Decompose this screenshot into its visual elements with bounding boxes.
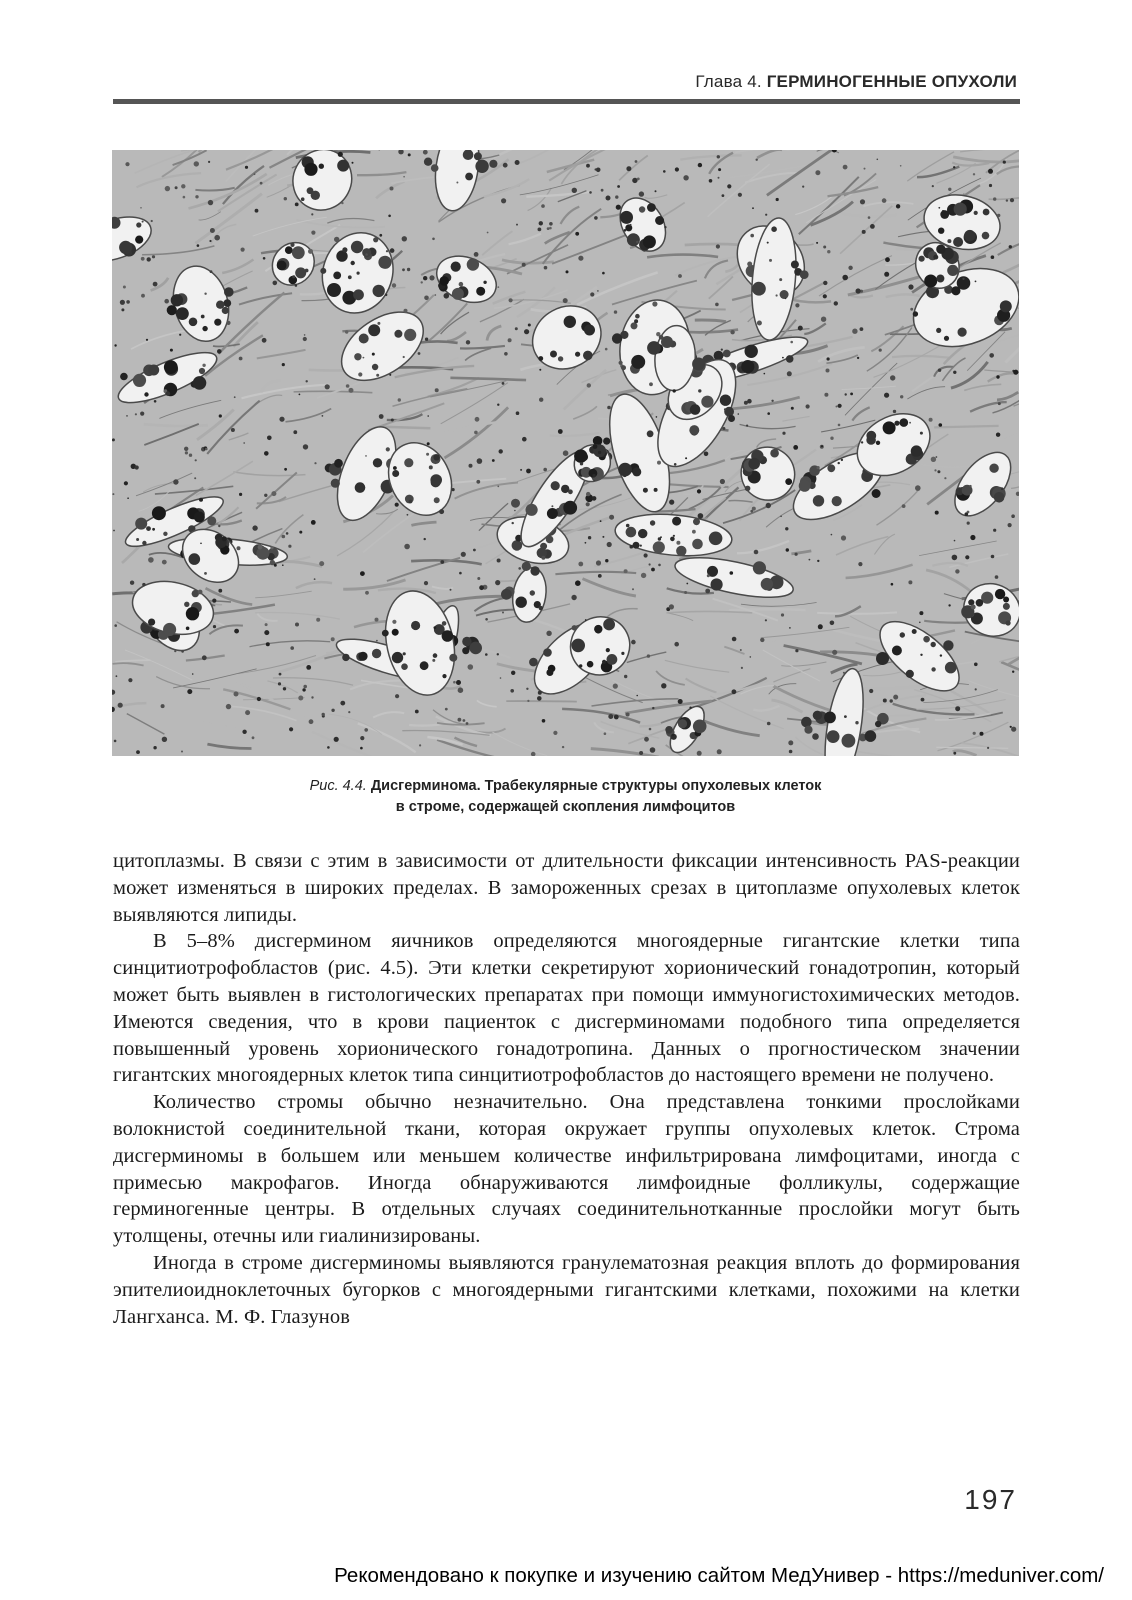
figure-label: Рис. 4.4. (309, 778, 367, 794)
caption-line-2: в строме, содержащей скопления лимфоцитов (395, 799, 736, 815)
watermark-link[interactable]: Рекомендовано к покупке и изучению сайтом МедУнивер - https://meduniver.com/ (334, 1564, 1104, 1587)
paragraph-4: Иногда в строме дисгерминомы выявляются гранулематозная реакция вплоть до формирования эпителиоидноклеточных бугорков с многоядерными гигантскими клетками, похожими на клетки Лангханса. М. Ф. Глазунов (113, 1251, 1020, 1328)
histology-figure (112, 150, 1019, 756)
paragraph-3: Количество стромы обычно незначительно. Она представлена тонкими прослойками волокнистой соединительной ткани, которая окружает группы опухолевых клеток. Строма дисгерминомы в большем или меньшем количестве инфильтрирована лимфоцитами, иногда с примесью макрофагов. Иногда обнаруживаются лимфоидные фолликулы, содержащие герминогенные центры. В отдельных случаях соединительнотканные прослойки могут быть утолщены, отечны или гиалинизированы. (113, 1091, 1020, 1248)
paragraph-1: цитоплазмы. В связи с этим в зависимости от длительности фиксации интенсивность PAS-реакции может изменяться в широких пределах. В замороженных срезах в цитоплазме опухолевых клеток выявляются липиды. (113, 850, 1020, 926)
chapter-title: ГЕРМИНОГЕННЫЕ ОПУХОЛИ (766, 72, 1017, 91)
running-head (695, 72, 1017, 92)
chapter-number: Глава 4. (695, 72, 762, 91)
paragraph-2: В 5–8% дисгермином яичников определяются многоядерные гигантские клетки типа синцитиотрофобластов (рис. 4.5). Эти клетки секретируют хорионический гонадотропин, который может быть выявлен в гистологических препаратах при помощи иммуногистохимических методов. Имеются сведения, что в крови пациенток с дисгерминомами подобного типа определяется повышенный уровень хорионического гонадотропина. Данных о прогностическом значении гигантских многоядерных клеток типа синцитиотрофобластов до настоящего времени не получено. (113, 930, 1020, 1087)
caption-line-1: Дисгерминома. Трабекулярные структуры опухолевых клеток (370, 778, 822, 794)
page-number: 197 (964, 1484, 1017, 1515)
body-text (113, 848, 1020, 1330)
figure-caption (112, 776, 1019, 818)
histology-micrograph (112, 150, 1019, 756)
header-rule (113, 99, 1020, 104)
